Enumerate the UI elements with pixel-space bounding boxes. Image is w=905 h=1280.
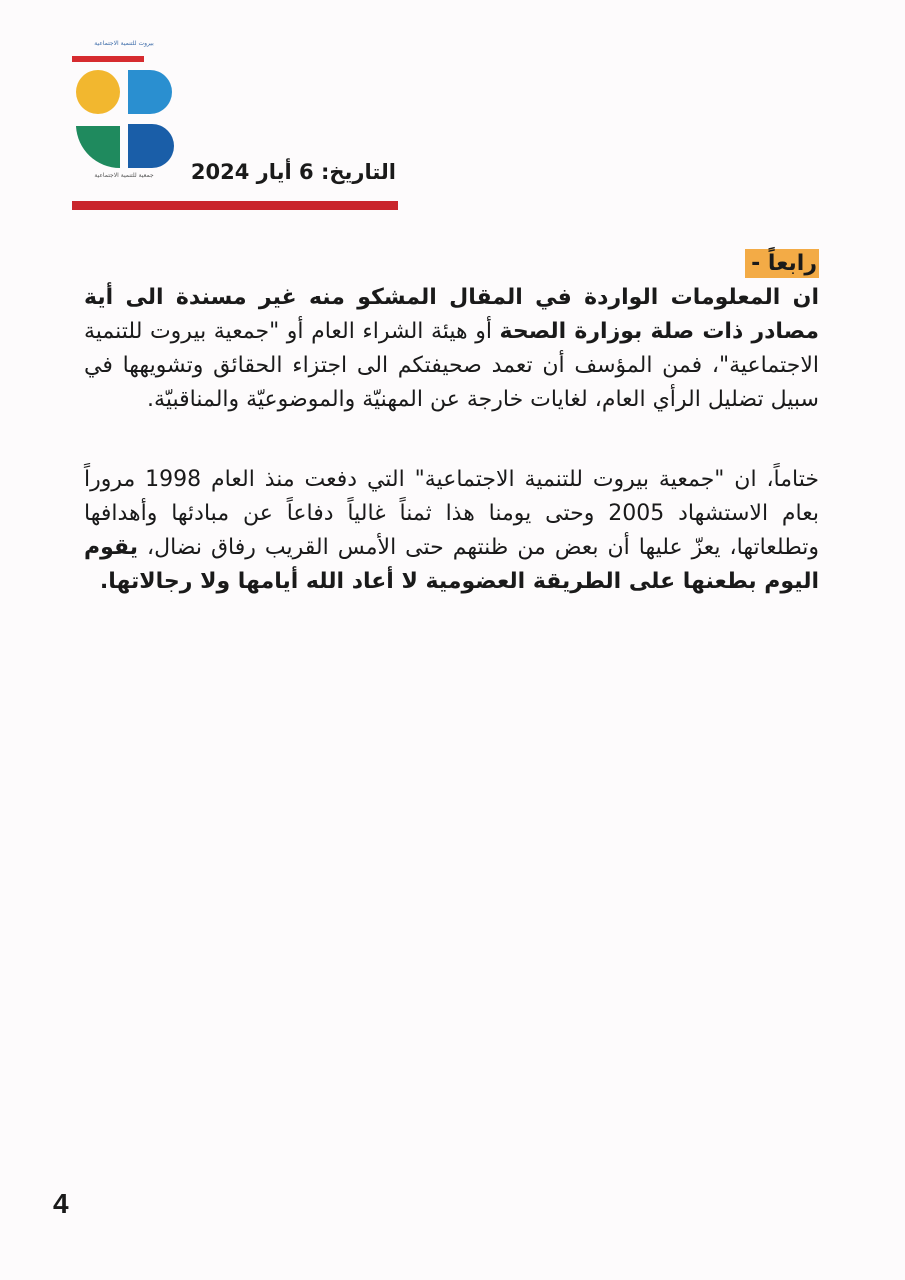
logo-red-bar — [72, 56, 144, 62]
logo-blue-shape — [128, 70, 172, 114]
document-date: التاريخ: 6 أيار 2024 — [190, 160, 396, 184]
paragraph-2-bold: يقوم اليوم بطعنها على الطريقة العضومية لا أعاد الله أيامها ولا رجالاتها. — [84, 535, 819, 594]
logo-dark-blue-shape — [128, 124, 174, 168]
header-red-rule — [72, 201, 398, 210]
paragraph-1-text: أو هيئة الشراء العام أو "جمعية بيروت للتنمية الاجتماعية"، فمن المؤسف أن تعمد صحيفتكم الى اجتزاء الحقائق وتشويهها في سبيل تضليل الرأي العام، لغايات خارجة عن المهنيّة والموضوعيّة والمناقبيّة. — [84, 319, 819, 412]
logo-bottom-text: جمعية للتنمية الاجتماعية — [94, 172, 154, 179]
section-heading — [84, 247, 819, 281]
document-body — [84, 247, 819, 599]
paragraph-2-text: ختاماً، ان "جمعية بيروت للتنمية الاجتماعية" التي دفعت منذ العام 1998 مروراً بعام الاستشهاد 2005 وحتى يومنا هذا ثمناً غالياً دفاعاً عن مبادئها وأهدافها وتطلعاتها، يعزّ عليها أن بعض من ظنتهم حتى الأمس القريب رفاق نضال، — [84, 467, 819, 560]
logo-top-text: بيروت للتنمية الاجتماعية — [94, 40, 154, 47]
paragraph-spacer — [84, 417, 819, 463]
paragraph-1-bold: ان المعلومات الواردة في المقال المشكو منه غير مسندة الى أية مصادر ذات صلة بوزارة الصحة — [84, 285, 819, 344]
logo-yellow-circle — [76, 70, 120, 114]
page-number: 4 — [53, 1188, 69, 1219]
section-heading-highlight: رابعاً - — [745, 249, 819, 278]
logo-shapes-icon — [72, 68, 176, 172]
logo-green-shape — [76, 126, 120, 168]
organization-logo — [72, 38, 176, 188]
paragraph-2 — [84, 463, 819, 599]
paragraph-1 — [84, 281, 819, 417]
